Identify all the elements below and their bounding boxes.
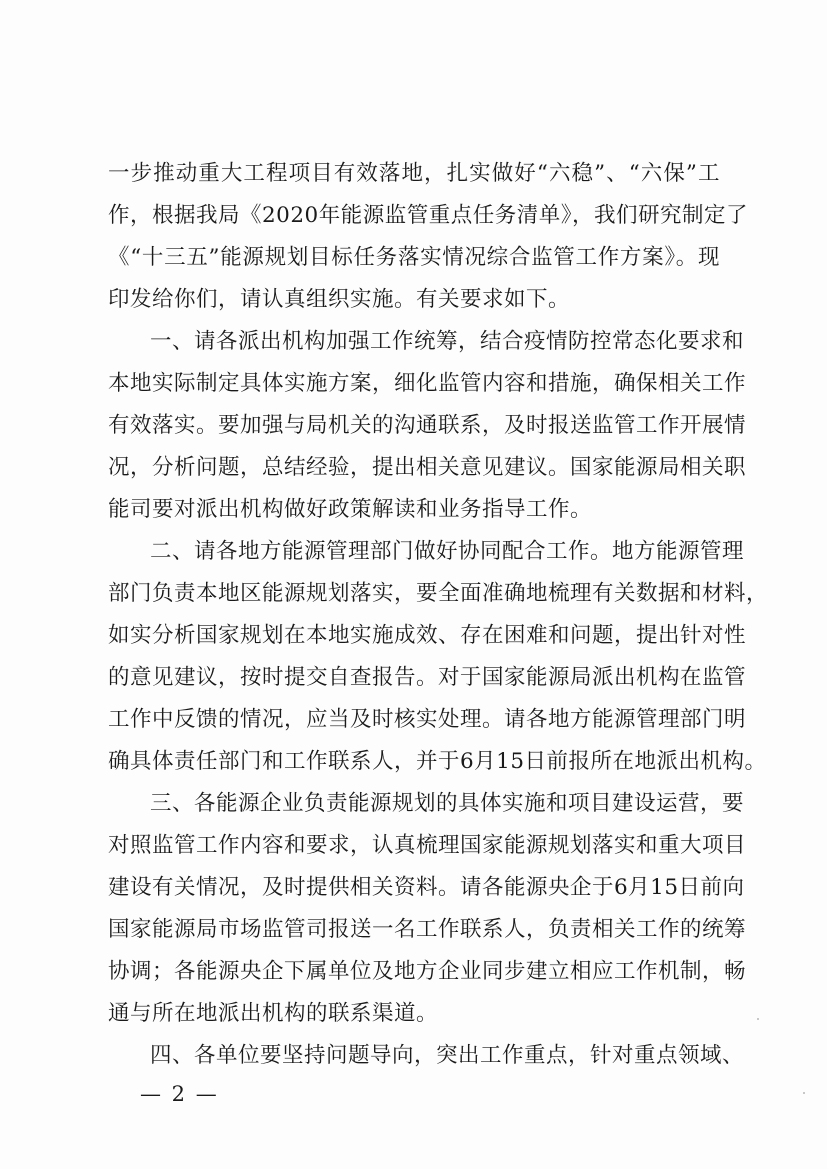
text-line-1: 一步推动重大工程项目有效落地，扎实做好“六稳”、“六保”工 xyxy=(108,161,720,186)
paragraph-3-line-4: 国家能源局市场监管司报送一名工作联系人，负责相关工作的统筹 xyxy=(108,917,747,942)
paragraph-3-line-2: 对照监管工作内容和要求，认真梳理国家能源规划落实和重大项目 xyxy=(108,833,747,858)
paragraph-4-line-1: 四、各单位要坚持问题导向，突出工作重点，针对重点领域、 xyxy=(150,1043,745,1068)
paragraph-3-line-1: 三、各能源企业负责能源规划的具体实施和项目建设运营，要 xyxy=(150,791,745,816)
paragraph-1-line-4: 况，分析问题，总结经验，提出相关意见建议。国家能源局相关职 xyxy=(108,455,747,480)
page-number: — 2 — xyxy=(140,1082,219,1106)
paragraph-1-line-3: 有效落实。要加强与局机关的沟通联系，及时报送监管工作开展情 xyxy=(108,413,747,438)
text-line-3: 《“十三五”能源规划目标任务落实情况综合监管工作方案》。现 xyxy=(108,245,720,270)
paragraph-2-line-6: 确具体责任部门和工作联系人，并于6月15日前报所在地派出机构。 xyxy=(108,749,767,774)
paragraph-3-line-5: 协调；各能源央企下属单位及地方企业同步建立相应工作机制，畅 xyxy=(108,959,747,984)
paragraph-2-line-1: 二、请各地方能源管理部门做好协同配合工作。地方能源管理 xyxy=(150,539,745,564)
paragraph-3-line-6: 通与所在地派出机构的联系渠道。 xyxy=(108,1001,439,1026)
paragraph-1-line-2: 本地实际制定具体实施方案，细化监管内容和措施，确保相关工作 xyxy=(108,371,747,396)
text-line-2: 作，根据我局《2020年能源监管重点任务清单》，我们研究制定了 xyxy=(108,203,748,228)
scan-speck xyxy=(757,1018,759,1020)
paragraph-2-line-5: 工作中反馈的情况，应当及时核实处理。请各地方能源管理部门明 xyxy=(108,707,747,732)
scan-speck xyxy=(803,1092,805,1094)
paragraph-1-line-1: 一、请各派出机构加强工作统筹，结合疫情防控常态化要求和 xyxy=(150,329,745,354)
text-line-4: 印发给你们，请认真组织实施。有关要求如下。 xyxy=(108,287,571,312)
paragraph-2-line-3: 如实分析国家规划在本地实施成效、存在困难和问题，提出针对性 xyxy=(108,623,747,648)
paragraph-3-line-3: 建设有关情况，及时提供相关资料。请各能源央企于6月15日前向 xyxy=(108,875,745,900)
paragraph-2-line-2: 部门负责本地区能源规划落实，要全面准确地梳理有关数据和材料， xyxy=(108,581,769,606)
paragraph-2-line-4: 的意见建议，按时提交自查报告。对于国家能源局派出机构在监管 xyxy=(108,665,747,690)
paragraph-1-line-5: 能司要对派出机构做好政策解读和业务指导工作。 xyxy=(108,497,593,522)
